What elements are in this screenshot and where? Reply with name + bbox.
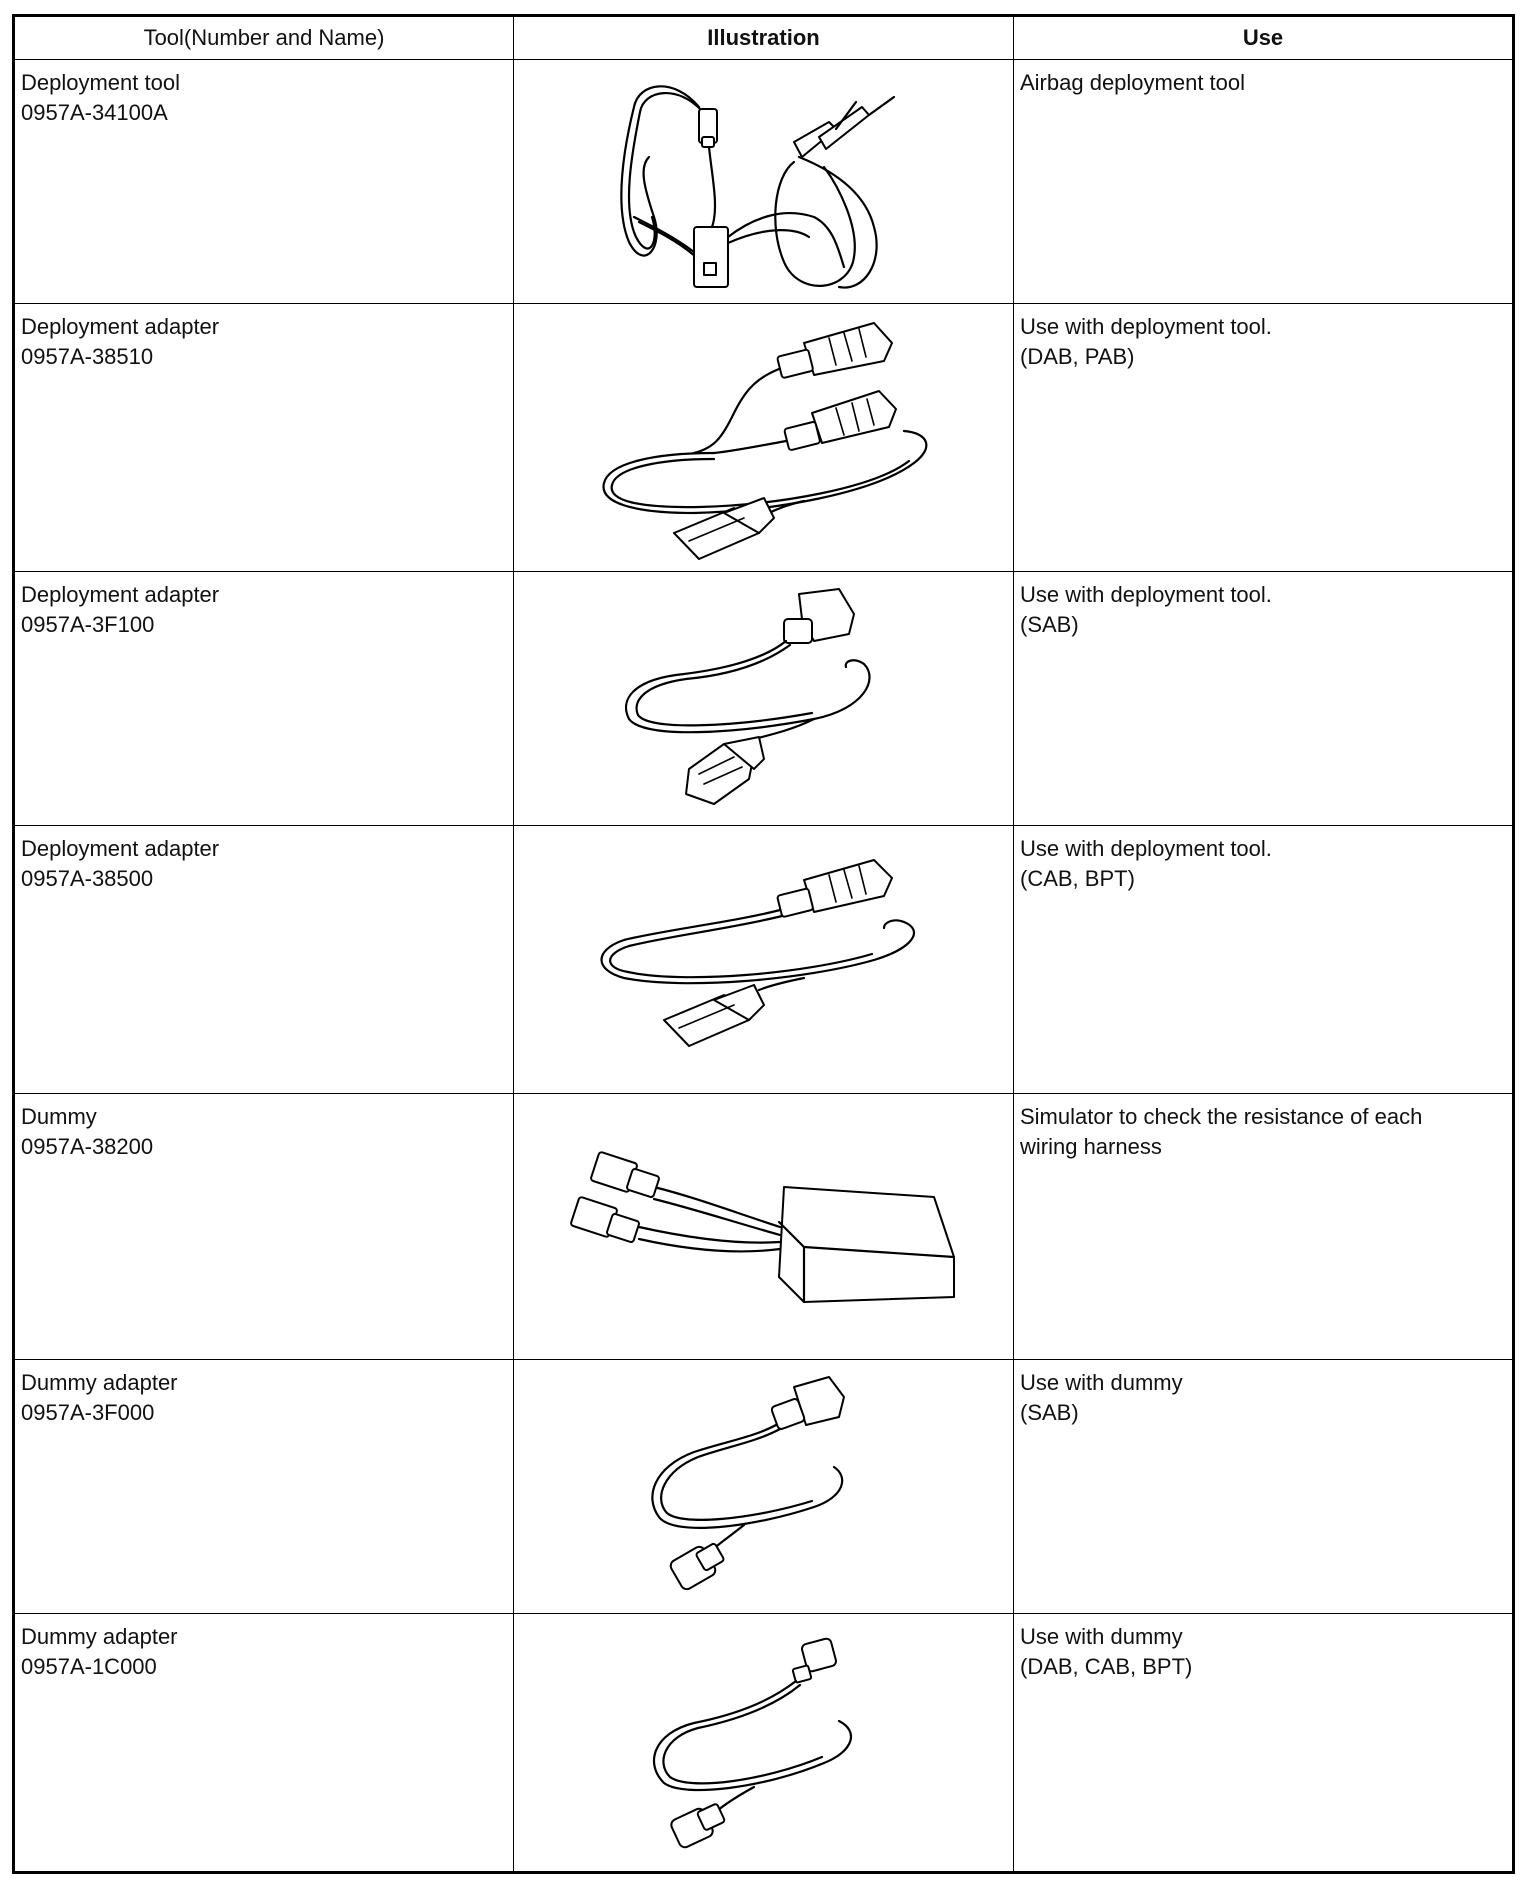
illustration-cell [514,826,1014,1094]
table-row [14,826,1514,1094]
header-use: Use [1014,16,1514,60]
illustration-cell [514,1614,1014,1873]
illustration-cell [514,1094,1014,1360]
tool-number: 0957A-3F000 [21,1400,155,1425]
table-row [14,1614,1514,1873]
use-line-2: (SAB) [1020,1400,1079,1425]
use-line-1: Airbag deployment tool [1020,70,1246,95]
illustration-cell [514,572,1014,826]
tool-name: Deployment adapter [21,836,220,861]
tool-number: 0957A-3F100 [21,612,155,637]
use-line-1: Simulator to check the resistance of each [1020,1104,1423,1129]
tool-cell [14,60,514,304]
tool-cell [14,826,514,1094]
table-row [14,304,1514,572]
table-row [14,60,1514,304]
illustration-cell [514,1360,1014,1614]
use-line-1: Use with deployment tool. [1020,314,1272,339]
use-line-1: Use with dummy [1020,1370,1183,1395]
table-row [14,1360,1514,1614]
tool-name: Deployment tool [21,70,180,95]
tool-number: 0957A-38500 [21,866,154,891]
tool-cell [14,304,514,572]
header-illustration: Illustration [514,16,1014,60]
special-tools-table [12,14,1515,1874]
use-line-1: Use with deployment tool. [1020,836,1272,861]
use-cell [1014,826,1514,1094]
dummy-adapter-sab-illustration [634,1367,894,1607]
use-cell [1014,60,1514,304]
tool-name: Deployment adapter [21,314,220,339]
use-cell [1014,572,1514,826]
tool-name: Dummy adapter [21,1624,178,1649]
use-cell [1014,1094,1514,1360]
header-tool: Tool(Number and Name) [14,16,514,60]
illustration-cell [514,304,1014,572]
tool-cell [14,1360,514,1614]
tool-name: Dummy adapter [21,1370,178,1395]
tool-name: Dummy [21,1104,97,1129]
tool-number: 0957A-34100A [21,100,168,125]
use-line-2: (CAB, BPT) [1020,866,1135,891]
illustration-cell [514,60,1014,304]
tool-name: Deployment adapter [21,582,220,607]
deployment-adapter-cab-bpt-illustration [584,850,944,1070]
use-cell [1014,304,1514,572]
table-row [14,572,1514,826]
deployment-adapter-dab-pab-illustration [574,313,954,563]
dummy-illustration [554,1127,974,1327]
dummy-adapter-dab-cab-bpt-illustration [634,1623,894,1863]
deployment-adapter-sab-illustration [614,579,914,819]
use-cell [1014,1614,1514,1873]
tool-cell [14,572,514,826]
use-line-2: wiring harness [1020,1134,1162,1159]
use-line-2: (DAB, PAB) [1020,344,1135,369]
tool-cell [14,1614,514,1873]
header-row [14,16,1514,60]
tool-cell [14,1094,514,1360]
table-row [14,1094,1514,1360]
use-line-2: (DAB, CAB, BPT) [1020,1654,1193,1679]
tool-number: 0957A-38200 [21,1134,154,1159]
tool-number: 0957A-1C000 [21,1654,157,1679]
use-cell [1014,1360,1514,1614]
use-line-1: Use with deployment tool. [1020,582,1272,607]
tool-number: 0957A-38510 [21,344,154,369]
use-line-1: Use with dummy [1020,1624,1183,1649]
use-line-2: (SAB) [1020,612,1079,637]
deployment-tool-illustration [594,67,934,297]
